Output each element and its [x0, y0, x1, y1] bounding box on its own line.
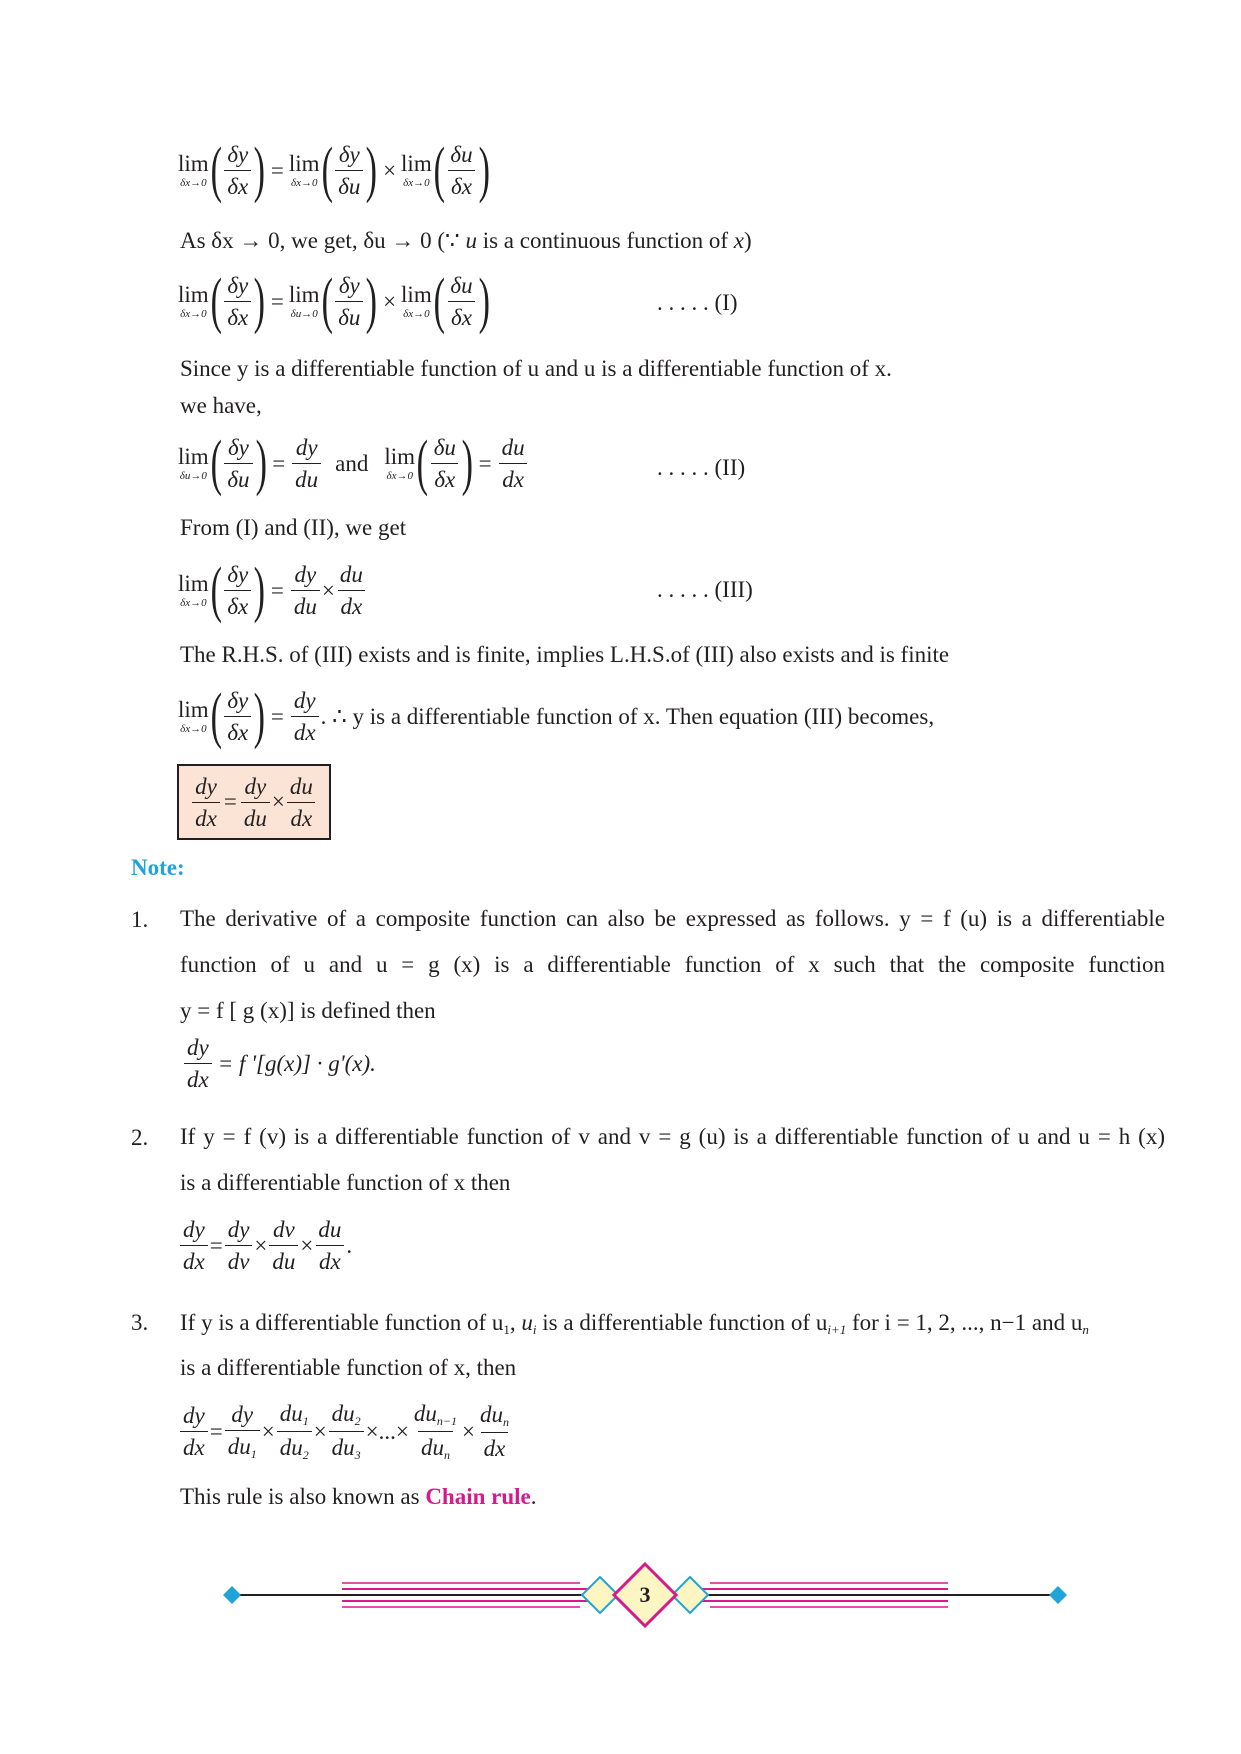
note-3-formula: $\frac{dy}{dx}$ = $\frac{dy}{du_1}$ × $\frac{du_1}{du_2}$ × $\frac{du_2}{du_3}$ × ... × $du_{n-1}$ $du_n$ × $du_n$ dx [178, 1402, 514, 1461]
lim-op: lim δx→0 [401, 151, 432, 189]
note-number-3: 3. [131, 1310, 149, 1335]
equation-limit-product-1: lim δx→0 ( δy δx ) = lim δx→0 ( δy δu ) × lim δx→0 ( δu δx ) [178, 135, 490, 204]
equation-limit-exists: lim δx→0 ( δy δx ) = $\frac{dy}{dx}$ . ∴ y is a differentiable function of x. Then equation (III) becomes, [178, 681, 935, 750]
note-2-line-2: is a differentiable function of x then [180, 1170, 511, 1195]
equation-tag-III: . . . . . (III) [657, 577, 753, 602]
equation-III: lim δx→0 ( δy δx ) = $\frac{dy}{du}$ × $\frac{du}{dx}$ [178, 563, 368, 618]
note-1-formula: $\frac{dy}{dx}$ = f '[g(x)] · g'(x). [182, 1036, 376, 1091]
footer-ornament [220, 1560, 1070, 1630]
from-line: From (I) and (II), we get [180, 515, 407, 540]
note-number-1: 1. [131, 907, 149, 932]
page-number: 3 [639, 1582, 651, 1607]
equation-tag-I: . . . . . (I) [657, 290, 738, 315]
note-2-line-1: If y = f (v) is a differentiable function of v and v = g (u) is a differentiable function of u and u = h (x) [180, 1124, 1165, 1149]
equation-tag-II: . . . . . (II) [657, 455, 746, 480]
note-1-line-2: function of u and u = g (x) is a differentiable function of x such that the composite function [180, 952, 1165, 977]
note-3-line-1: If y is a differentiable function of $u_1$, $u_i$ is a differentiable function of $u_{i+1}$ for i = 1, 2, ..., n−1 and $u_n$ [180, 1310, 1089, 1337]
note-heading: Note: [131, 855, 185, 880]
we-have-line: we have, [180, 393, 262, 418]
since-line: Since y is a differentiable function of u and u is a differentiable function of x. [180, 356, 892, 381]
note-1-line-1: The derivative of a composite function can also be expressed as follows. y = f (u) is a differentiable [180, 906, 1165, 931]
equation-I: lim δx→0 ( δy δx ) = lim δu→0 ( δy δu ) × lim δx→0 ( δu δx ) [178, 266, 490, 335]
chain-rule-boxed-formula: $\frac{dy}{dx}$ = $\frac{dy}{du}$ × $\frac{du}{dx}$ [177, 764, 331, 840]
lim-op: lim δx→0 [178, 151, 209, 189]
chain-rule-highlight: Chain rule [425, 1484, 531, 1509]
note-3-line-2: is a differentiable function of x, then [180, 1355, 517, 1380]
note-number-2: 2. [131, 1125, 149, 1150]
lim-op: lim δx→0 [288, 151, 320, 189]
continuity-line: As δx → 0, we get, δu → 0 (∵ u is a continuous function of x) [180, 228, 752, 253]
equation-II: lim δu→0 ( δy δu ) = $\frac{dy}{du}$ and lim δx→0 ( δu δx ) = $\frac{du}{dx}$ [178, 436, 530, 491]
chain-rule-sentence: This rule is also known as Chain rule. [180, 1484, 537, 1509]
rhs-line: The R.H.S. of (III) exists and is finite, implies L.H.S.of (III) also exists and is finite [180, 642, 950, 667]
note-1-line-3: y = f [ g (x)] is defined then [180, 998, 436, 1023]
note-2-formula: $\frac{dy}{dx}$ = $\frac{dy}{dv}$ × $\frac{dv}{du}$ × $\frac{du}{dx}$ . [178, 1218, 352, 1273]
